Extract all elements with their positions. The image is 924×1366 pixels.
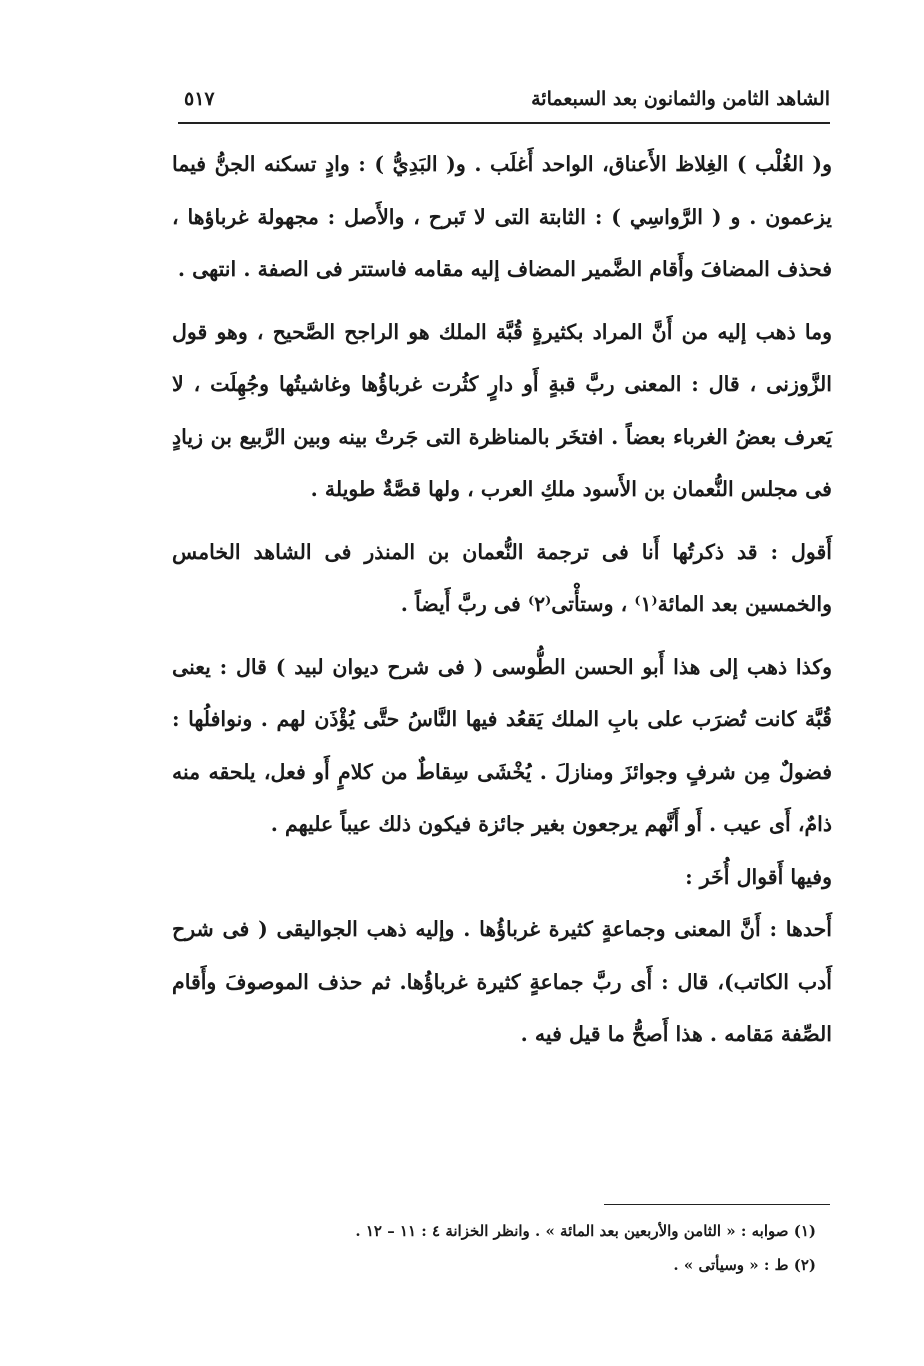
paragraph-3: أَقول : قد ذكرتُها أَنا فى ترجمة النُّعمان بن المنذر فى الشاهد الخامس والخمسين بعد المائة⁽١⁾ ، وستأْتى⁽٢⁾ فى ربَّ أَيضاً . [172, 539, 832, 616]
paragraph-2: وما ذهب إليه من أَنَّ المراد بكثيرةٍ قُبَّة الملك هو الراجح الصَّحيح ، وهو قول الزَّوزنى ، قال : المعنى ربَّ قبةٍ أَو دارٍ كثُرت غرباؤُها وغاشيتُها وجُهِلَت ، لا يَعرف بعضُ الغرباء بعضاً . افتخَر بالمناظرة التى جَرتْ بينه وبين الرَّبيع بن زيادٍ فى مجلس النُّعمان بن الأَسود ملكِ العرب ، ولها قصَّةٌ طويلة . [172, 319, 832, 501]
paragraph-6: أَحدها : أَنَّ المعنى وجماعةٍ كثيرة غرباؤُها . وإليه ذهب الجواليقى ( فى شرح أَدب الكاتب)، قال : أَى ربَّ جماعةٍ كثيرة غرباؤُها. ثم حذف الموصوفَ وأَقام الصِّفة مَقامه . هذا أَصحُّ ما قيل فيه . [172, 917, 832, 1046]
page-header [178, 82, 830, 124]
running-title: الشاهد الثامن والثمانون بعد السبعمائة [531, 88, 830, 110]
footnote-rule [604, 1204, 830, 1205]
page-number: ٥١٧ [184, 88, 215, 110]
footnote-2: (٢) ط : « وسيأتى » . [673, 1256, 816, 1274]
header-rule [178, 122, 830, 124]
footnotes [220, 1214, 816, 1282]
paragraph-1: و( الغُلْب ) الغِلاظ الأَعناق، الواحد أَغلَب . و( البَدِيُّ ) : وادٍ تسكنه الجنُّ فيما يزعمون . و ( الرَّواسِي ) : الثابتة التى لا تَبرح ، والأَصل : مجهولة غرباؤها ، فحذف المضافَ وأَقام الضَّمير المضاف إليه مقامه فاستتر فى الصفة . انتهى . [172, 152, 832, 281]
paragraph-5: وفيها أَقوال أُخَر : [685, 864, 832, 889]
footnote-1: (١) صوابه : « الثامن والأربعين بعد المائة » . وانظر الخزانة ٤ : ١١ – ١٢ . [355, 1222, 816, 1240]
body-text [172, 138, 832, 1061]
paragraph-4: وكذا ذهب إلى هذا أَبو الحسن الطُّوسى ( فى شرح ديوان لبيد ) قال : يعنى قُبَّة كانت تُضرَب على بابِ الملك يَقعُد فيها النَّاسُ حتَّى يُؤْذَن لهم . ونوافلُها : فضولٌ مِن شرفٍ وجوائزَ ومنازلَ . يُخْشَى سِقاطٌ من كلامٍ أَو فعل، يلحقه منه ذامٌ، أَى عيب . أَو أَنَّهم يرجعون بغير جائزة فيكون ذلك عيباً عليهم . [172, 654, 832, 836]
